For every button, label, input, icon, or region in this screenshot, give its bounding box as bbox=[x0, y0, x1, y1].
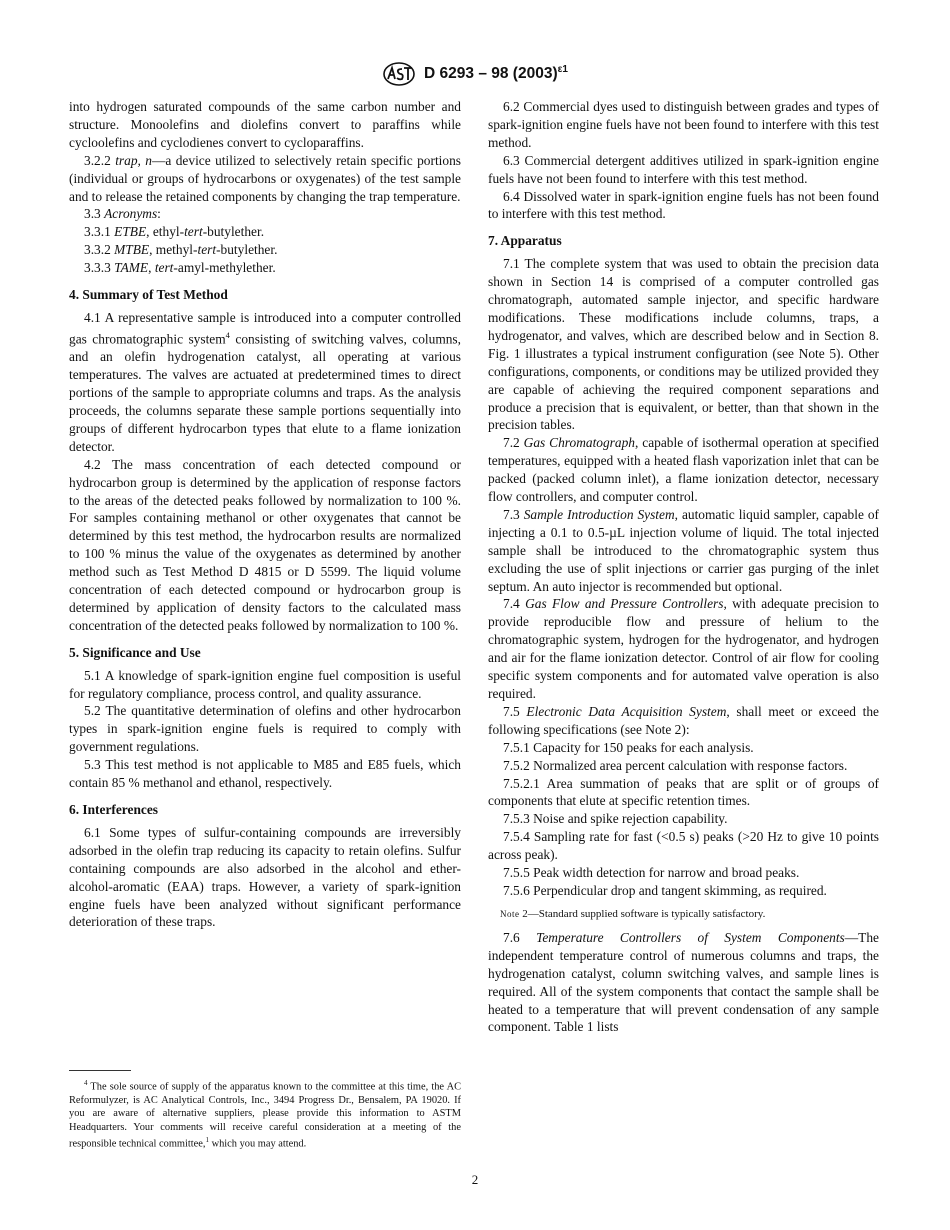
footnote-ref-4: 4 bbox=[225, 329, 230, 340]
paragraph-6-1: 6.1 Some types of sulfur-containing compounds are irreversibly adsorbed in the olefin trap reducing its capacity to retain olefins. Sulfur containing compounds are also adsorbed in the alcohol and ether-alcohol-aromatic (EAA) traps. However, a variety of spark-ignition engine fuels have been analyzed without significant performance deterioration of these traps. bbox=[69, 824, 461, 930]
paragraph-7-5-2: 7.5.2 Normalized area percent calculation with response factors. bbox=[503, 757, 848, 773]
paragraph-3-3-1: 3.3.1 ETBE, ethyl-tert-butylether. bbox=[84, 224, 265, 240]
paragraph-3-2-2: 3.2.2 trap, n—a device utilized to selectively retain specific portions (individual or groups of hydrocarbons or oxygenates) of the test sample and to release the retained components by changing the trap temperature. bbox=[69, 152, 461, 204]
paragraph-7-5-6: 7.5.6 Perpendicular drop and tangent skimming, as required. bbox=[503, 882, 827, 898]
paragraph-7-4: 7.4 Gas Flow and Pressure Controllers, with adequate precision to provide reproducible flow and pressure of helium to the chromatographic system, hydrogen for the hydrogenator, and hydrogen and air for the flame ionization detector. Control of air flow for cooling specific system components and for automated valve operation is also required. bbox=[488, 596, 879, 701]
left-column bbox=[69, 98, 461, 931]
paragraph-4-2: 4.2 The mass concentration of each detected compound or hydrocarbon group is determined by the application of response factors to the areas of the detected peaks followed by normalization to 100 %. For samples containing methanol or other oxygenates that cannot be determined by this test method, the hydrocarbon results are normalized to 100 % minus the value of the oxygenates as determined by another method such as Test Method D 4815 or D 5599. The liquid volume concentration of each detected compound or hydrocarbon group is determined by application of density factors to the calculated mass concentration of the detected peaks followed by normalization to 100 %. bbox=[69, 456, 461, 633]
right-column bbox=[488, 98, 879, 1036]
paragraph-7-5: 7.5 Electronic Data Acquisition System, shall meet or exceed the following specifications (see Note 2): bbox=[488, 703, 879, 737]
paragraph-continuation: into hydrogen saturated compounds of the same carbon number and structure. Monoolefins and diolefins convert to paraffins while cycloolefins and cyclodienes convert to cycloparaffins. bbox=[69, 99, 461, 150]
paragraph-3-3-3: 3.3.3 TAME, tert-amyl-methylether. bbox=[84, 260, 276, 276]
footnote-4: $^4$ The sole source of supply of the apparatus known to the committee at this time, the AC Reformulyzer, is AC Analytical Controls, Inc., 3494 Progress Dr., Bensalem, PA 19020. If you are aware of alternative suppliers, please provide this information to ASTM Headquarters. Your comments will receive careful consideration at a meeting of the responsible technical committee,$^1$ which you may attend. bbox=[69, 1079, 461, 1150]
paragraph-5-3: 5.3 This test method is not applicable to M85 and E85 fuels, which contain 85 % methanol and ethanol, respectively. bbox=[69, 757, 461, 791]
paragraph-3-3-2: 3.3.2 MTBE, methyl-tert-butylether. bbox=[84, 242, 278, 258]
paragraph-7-5-5: 7.5.5 Peak width detection for narrow and broad peaks. bbox=[503, 865, 800, 881]
paragraph-3-3: 3.3 Acronyms: bbox=[84, 206, 161, 222]
paragraph-6-3: 6.3 Commercial detergent additives utilized in spark-ignition engine fuels have not been found to interfere with this test method. bbox=[488, 152, 879, 186]
section-heading-7: 7. Apparatus bbox=[488, 233, 562, 249]
paragraph-7-5-4: 7.5.4 Sampling rate for fast (<0.5 s) peaks (>20 Hz to give 10 points across peak). bbox=[488, 829, 879, 863]
paragraph-6-4: 6.4 Dissolved water in spark-ignition engine fuels has not been found to interfere with this test method. bbox=[488, 188, 879, 222]
section-heading-6: 6. Interferences bbox=[69, 802, 158, 817]
paragraph-7-5-2-1: 7.5.2.1 Area summation of peaks that are split or of groups of components that elute at specific retention times. bbox=[488, 775, 879, 809]
section-heading-4: 4. Summary of Test Method bbox=[69, 287, 228, 303]
paragraph-7-3: 7.3 Sample Introduction System, automatic liquid sampler, capable of injecting a 0.1 to 0.5-µL injection volume of liquid. The total injected sample shall be introduced to the chromatographic system thus excluding the use of split injections or carrier gas purging of the inlet septum. An auto injector is recommended but optional. bbox=[488, 506, 880, 594]
paragraph-7-5-1: 7.5.1 Capacity for 150 peaks for each analysis. bbox=[503, 739, 754, 755]
paragraph-7-6: 7.6 Temperature Controllers of System Components—The independent temperature control of numerous columns and traps, the hydrogenation catalyst, column switching valves, and sample lines is required. All of the system components that contact the sample shall be heated to a temperature that will prevent condensation of any sample component. Table 1 lists bbox=[488, 929, 879, 1035]
footnote-divider bbox=[69, 1070, 131, 1071]
section-heading-5: 5. Significance and Use bbox=[69, 644, 201, 660]
paragraph-5-2: 5.2 The quantitative determination of olefins and other hydrocarbon types in spark-ignition engine fuels is required to comply with government regulations. bbox=[69, 703, 461, 755]
astm-logo-icon bbox=[382, 62, 416, 86]
edition-mark: ε1 bbox=[557, 64, 568, 76]
paragraph-7-1: 7.1 The complete system that was used to obtain the precision data shown in Section 14 is comprised of a computer controlled gas chromatograph, automated sample injector, and specific hardware modifications. These modifications include columns, traps, a hydrogenator, and valves, which are described below and in Section 8. Fig. 1 illustrates a typical instrument configuration (see Note 5). Other configurations, components, or conditions may be utilized provided they are capable of achieving the required component separations and produce a precision that is equivalent, or better, than that shown in the precision tables. bbox=[488, 256, 879, 433]
document-designation: D 6293 – 98 $(2003)^{\varepsilon 1}$ bbox=[424, 64, 568, 83]
paragraph-5-1: 5.1 A knowledge of spark-ignition engine fuel composition is useful for regulatory compliance, process control, and quality assurance. bbox=[69, 667, 461, 701]
page-header bbox=[0, 62, 950, 88]
paragraph-7-2: 7.2 Gas Chromatograph, capable of isothermal operation at specified temperatures, equipped with a heated flash vaporization inlet that can be packed (packed column inlet), a flame ionization detector, necessary flow controllers, and computer control. bbox=[488, 435, 879, 505]
page-number: 2 bbox=[471, 1172, 479, 1187]
note-2: Note 2—Standard supplied software is typically satisfactory. bbox=[500, 907, 766, 920]
paragraph-4-1: 4.1 A representative sample is introduced into a computer controlled gas chromatographic system$^4$ consisting of switching valves, columns, and an olefin hydrogenation catalyst, all operating at various temperatures. The valves are actuated at predetermined times to direct portions of the sample to appropriate columns and traps. As the analysis proceeds, the columns separate these sample portions sequentially into groups of different hydrocarbon types that elute to a flame ionization detector. bbox=[69, 309, 461, 454]
paragraph-6-2: 6.2 Commercial dyes used to distinguish between grades and types of spark-ignition engine fuels have not been found to interfere with this test method. bbox=[488, 99, 879, 150]
paragraph-7-5-3: 7.5.3 Noise and spike rejection capability. bbox=[503, 811, 728, 827]
